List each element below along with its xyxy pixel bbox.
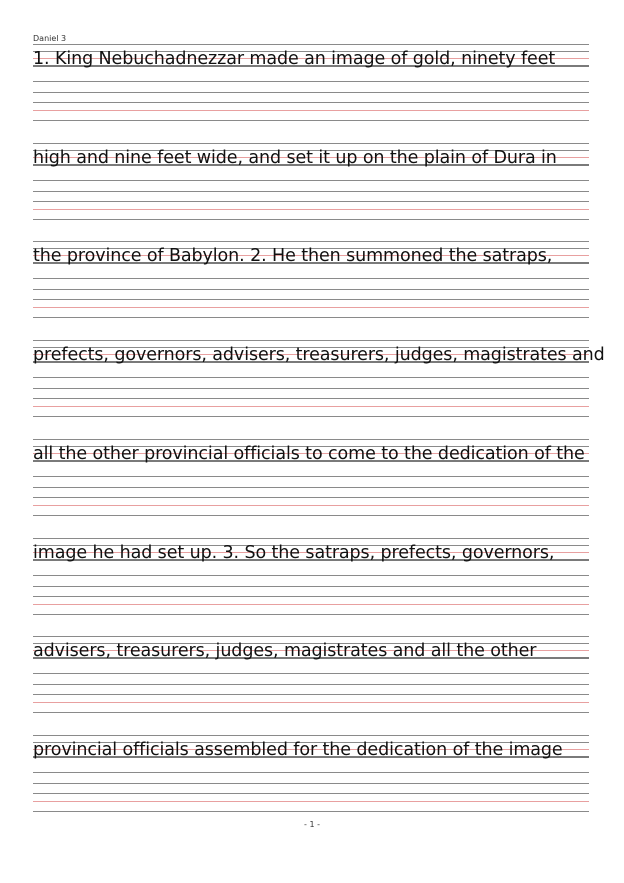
guide-line [33,92,589,93]
guide-line [33,801,589,802]
guide-line [33,772,589,773]
guide-line [33,586,589,587]
guide-line [33,702,589,703]
guide-line [33,102,589,103]
guide-line [33,201,589,202]
writing-block [33,735,589,815]
guide-line [33,694,589,695]
guide-line [33,241,589,242]
guide-line [33,604,589,605]
page-title: Daniel 3 [33,34,67,43]
guide-line [33,120,589,121]
guide-line [33,811,589,812]
guide-line [33,614,589,615]
trace-text-line: advisers, treasurers, judges, magistrates and all the other [33,641,537,662]
trace-text-line: 1. King Nebuchadnezzar made an image of gold, ninety feet [33,49,556,69]
guide-line [33,81,589,82]
guide-line [33,684,589,685]
writing-block [33,636,589,716]
trace-text-line: provincial officials assembled for the dedication of the image [33,739,563,760]
guide-line [33,406,589,407]
guide-line [33,575,589,576]
guide-line [33,476,589,477]
guide-line [33,487,589,488]
trace-text-line: all the other provincial officials to come to the dedication of the [33,443,585,464]
guide-line [33,307,589,308]
writing-block [33,340,605,420]
guide-line [33,735,589,736]
trace-text-line: the province of Babylon. 2. He then summoned the satraps, [33,246,553,267]
guide-line [33,793,589,794]
writing-block [33,44,589,124]
guide-line [33,317,589,318]
trace-text-line: image he had set up. 3. So the satraps, prefects, governors, [33,542,555,563]
guide-line [33,278,589,279]
guide-line [33,340,589,341]
guide-line [33,416,589,417]
guide-line [33,398,589,399]
writing-block [33,143,589,223]
guide-line [33,439,589,440]
guide-line [33,180,589,181]
guide-line [33,673,589,674]
guide-line [33,596,589,597]
trace-text-line: prefects, governors, advisers, treasurers, judges, magistrates and [33,345,605,366]
guide-line [33,219,589,220]
guide-line [33,143,589,144]
guide-line [33,497,589,498]
guide-line [33,515,589,516]
guide-line [33,377,589,378]
trace-text-line: high and nine feet wide, and set it up on the plain of Dura in [33,147,557,168]
guide-line [33,712,589,713]
writing-block [33,439,589,519]
guide-line [33,636,589,637]
guide-line [33,538,589,539]
page-number: - 1 - [304,820,320,829]
guide-line [33,783,589,784]
writing-block [33,241,589,321]
writing-block [33,538,589,618]
guide-line [33,44,589,45]
guide-line [33,388,589,389]
guide-line [33,209,589,210]
guide-line [33,299,589,300]
guide-line [33,289,589,290]
guide-line [33,191,589,192]
guide-line [33,110,589,111]
guide-line [33,505,589,506]
